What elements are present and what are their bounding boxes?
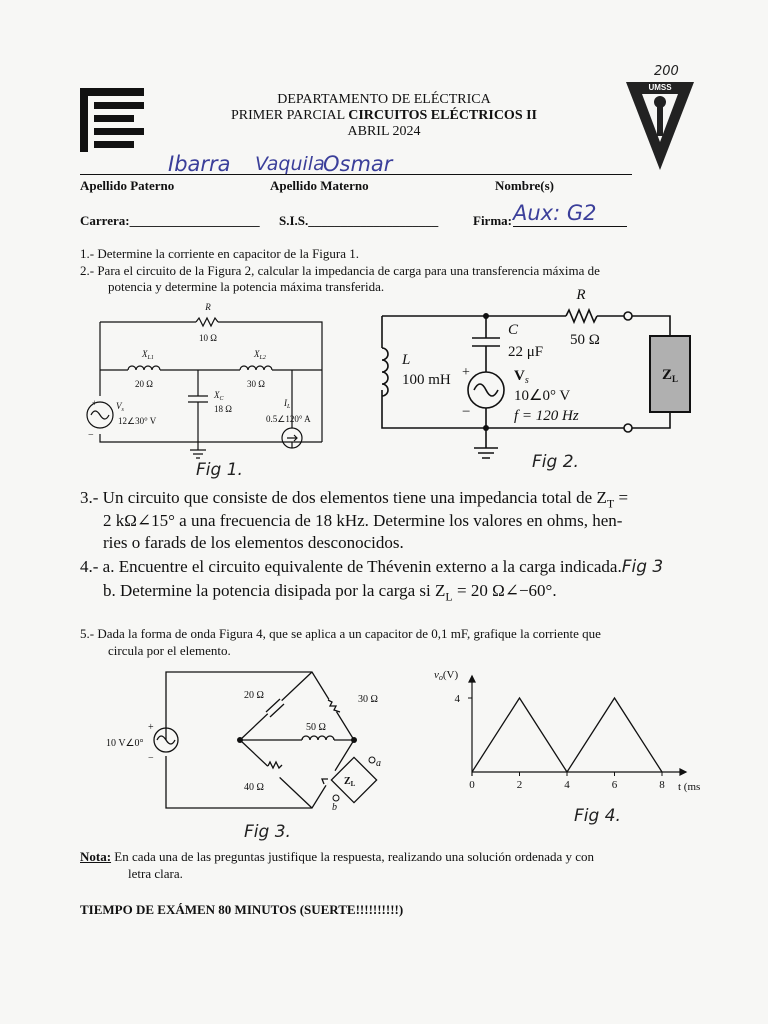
fig1-xl2-label: $X_{L2}$ — [254, 349, 266, 361]
question-5-line-2: circula por el elemento. — [108, 643, 231, 658]
fig1-r-label: R — [205, 302, 211, 312]
svg-text:+: + — [148, 722, 154, 733]
svg-text:+: + — [462, 365, 470, 380]
question-4a: 4.- a. Encuentre el circuito equivalente de Thévenin externo a la carga indicada.Fig 3 — [80, 557, 664, 577]
fig1-xl1-value: 20 Ω — [135, 379, 153, 389]
question-1: 1.- Determine la corriente en capacitor de la Figura 1. — [80, 246, 360, 261]
fig1-vs-value: 12∠30° V — [118, 416, 157, 426]
fig2-l-label: L — [402, 352, 411, 368]
svg-text:−: − — [88, 430, 94, 441]
fig4-x-tick-label: 0 — [469, 779, 475, 791]
fig4-series-line — [472, 698, 662, 772]
exam-time-footer: TIEMPO DE EXÁMEN 80 MINUTOS (SUERTE!!!!!!!!!!) — [80, 902, 404, 917]
fig1-xc-value: 18 Ω — [214, 404, 232, 414]
fig4-y-tick-label: 4 — [454, 693, 460, 705]
fig3-node-b: b — [332, 802, 337, 813]
apellido-paterno-value: Ibarra — [168, 152, 231, 176]
svg-text:+: + — [92, 398, 98, 408]
question-3-line-1: 3.- Un circuito que consiste de dos elementos tiene una impedancia total de $Z_T$ = — [80, 488, 629, 511]
nombre-value: Osmar — [323, 152, 393, 176]
fig1-xc-label: $X_C$ — [214, 390, 224, 402]
fig3-l50-value: 50 Ω — [306, 722, 326, 733]
question-5-line-1: 5.- Dada la forma de onda Figura 4, que se aplica a un capacitor de 0,1 mF, grafique la corriente que — [80, 626, 601, 641]
fig4-x-tick-label: 4 — [564, 779, 570, 791]
fig1-il-label: $I_L$ — [284, 398, 291, 410]
fig3-r30-value: 30 Ω — [358, 694, 378, 705]
figure-2-circuit — [366, 282, 696, 472]
fig2-vs-label: $V_s$ — [514, 368, 529, 386]
fig2-c-label: C — [508, 322, 519, 338]
svg-text:−: − — [148, 753, 154, 764]
fig3-r40-value: 40 Ω — [244, 782, 264, 793]
fig1-il-value: 0.5∠120° A — [266, 414, 311, 424]
fig2-zl-label: $Z_L$ — [661, 367, 679, 384]
fig1-vs-label: $V_s$ — [116, 401, 124, 413]
fig2-caption: Fig 2. — [532, 452, 579, 472]
note: Nota: En cada una de las preguntas justifique la respuesta, realizando una solución ordenada y con — [80, 849, 595, 864]
fig4-x-axis-label: t (ms — [678, 781, 701, 793]
carrera-field: Carrera:____________________ — [80, 213, 260, 228]
fig1-xl1-label: $X_{L1}$ — [142, 349, 154, 361]
fig4-x-tick-label: 6 — [611, 779, 618, 791]
handwritten-score: 200 — [654, 64, 679, 79]
fig4-caption: Fig 4. — [574, 806, 621, 826]
exam-title: PRIMER PARCIAL CIRCUITOS ELÉCTRICOS II — [230, 108, 538, 123]
name-line — [80, 174, 632, 175]
figure-4-chart — [426, 660, 716, 800]
figure-1-circuit — [84, 300, 340, 470]
question-4b: b. Determine la potencia disipada por la carga si $Z_L = 20$ Ω∠−60°. — [103, 581, 557, 604]
sis-field: S.I.S.____________________ — [279, 213, 439, 228]
apellido-materno-label: Apellido Materno — [270, 178, 369, 193]
fig1-caption: Fig 1. — [196, 460, 243, 480]
question-2-line-2: potencia y determine la potencia máxima transferida. — [108, 279, 385, 294]
fig3-r20-value: 20 Ω — [244, 690, 264, 701]
fig2-vs-value: 10∠0° V — [514, 388, 571, 404]
seal-text: UMSS — [648, 83, 672, 92]
university-seal — [624, 80, 696, 172]
firma-value: Aux: G2 — [513, 200, 627, 227]
fig3-source-value: 10 V∠0° — [106, 738, 144, 749]
question-3-line-3: ries o farads de los elementos desconocidos. — [103, 533, 404, 552]
fig4-y-arrow — [469, 676, 475, 682]
fig1-r-value: 10 Ω — [199, 333, 217, 343]
nombres-label: Nombre(s) — [495, 178, 554, 193]
fig4-x-tick-label: 8 — [659, 779, 665, 791]
department-title: DEPARTAMENTO DE ELÉCTRICA — [277, 92, 491, 107]
fig3-caption: Fig 3. — [244, 822, 291, 842]
fig4-y-axis-label: vo(V) — [434, 669, 459, 682]
fig2-r-value: 50 Ω — [570, 332, 600, 348]
apellido-materno-value: Vaquila — [255, 153, 325, 175]
fig4-x-arrow — [680, 769, 686, 775]
question-2-line-1: 2.- Para el circuito de la Figura 2, calcular la impedancia de carga para una transferencia máxima de — [80, 263, 600, 278]
svg-text:−: − — [462, 404, 471, 420]
fig4-x-tick-label: 2 — [516, 779, 523, 791]
fig3-node-a: a — [376, 758, 381, 769]
fig1-xl2-value: 30 Ω — [247, 379, 265, 389]
fig2-f-value: f = 120 Hz — [514, 408, 579, 424]
fig4-ticks — [455, 693, 666, 791]
figure-3-circuit — [100, 660, 410, 820]
firma-label: Firma: — [473, 213, 512, 228]
apellido-paterno-label: Apellido Paterno — [80, 178, 175, 193]
question-3-line-2: 2 kΩ∠15° a una frecuencia de 18 kHz. Determine los valores en ohms, hen- — [103, 511, 623, 530]
fig2-r-label: R — [576, 287, 586, 303]
note-line-2: letra clara. — [128, 866, 183, 881]
fig3-zl-label: $Z_L$ — [344, 776, 356, 788]
fig2-l-value: 100 mH — [402, 372, 451, 388]
exam-date: ABRIL 2024 — [347, 124, 421, 139]
fig2-c-value: 22 μF — [508, 344, 544, 360]
